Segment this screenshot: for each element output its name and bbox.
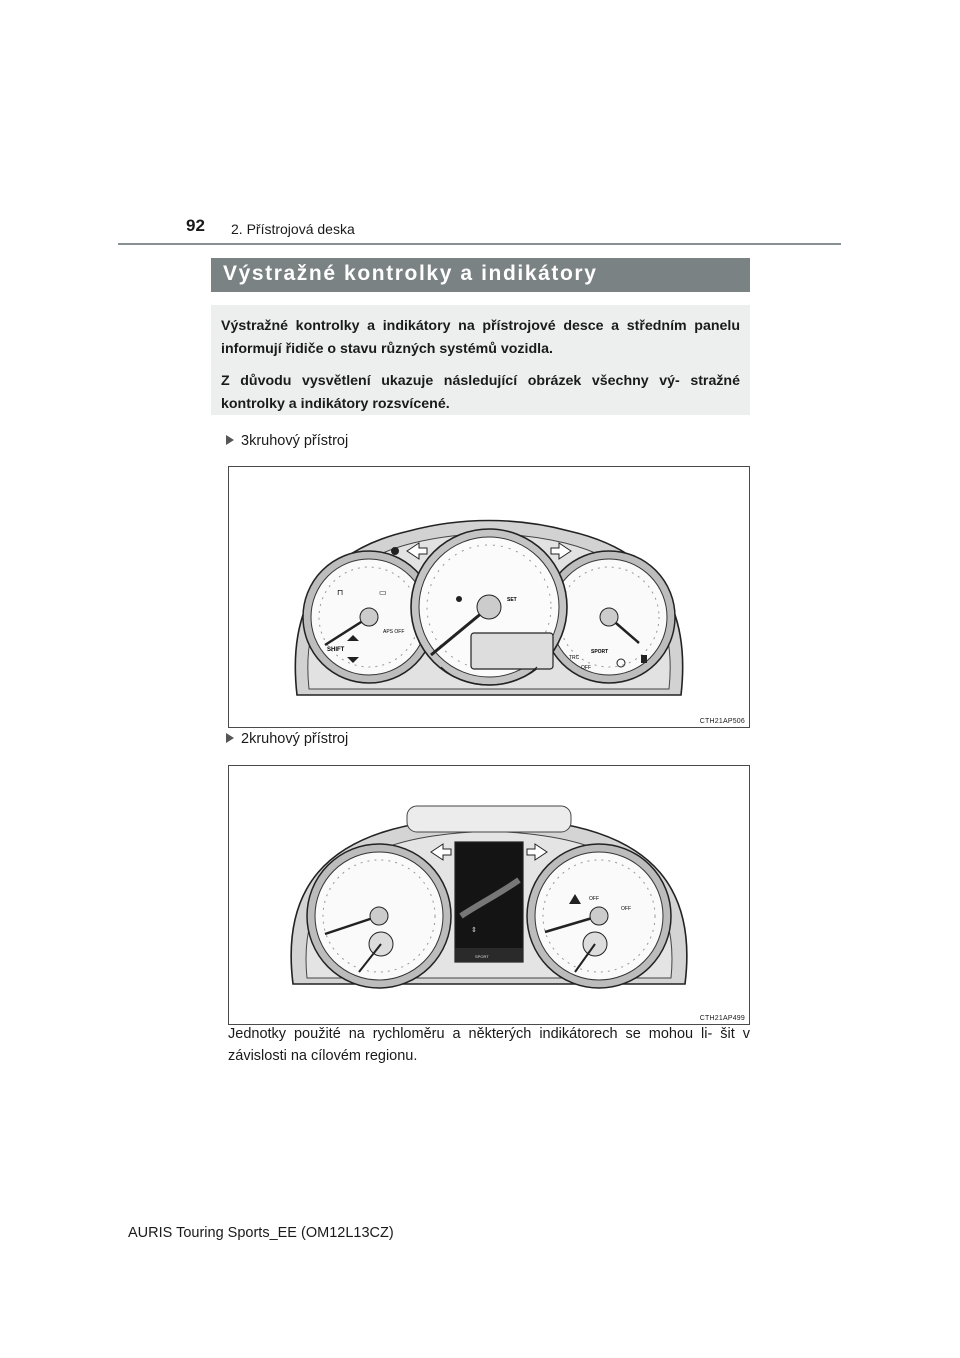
triangle-bullet-icon <box>226 733 234 743</box>
header-rule <box>118 243 841 245</box>
display-sport-label: SPORT <box>475 954 489 959</box>
trc-off-label: TRC <box>569 655 580 661</box>
set-label: SET <box>507 597 517 603</box>
three-dial-cluster-illustration <box>229 467 749 727</box>
two-dial-cluster-illustration <box>229 766 749 998</box>
footer-model-code: AURIS Touring Sports_EE (OM12L13CZ) <box>128 1225 394 1241</box>
sport-label: SPORT <box>591 649 609 655</box>
figure-heading-3-dial <box>226 433 348 449</box>
intro-paragraph: Výstražné kontrolky a indikátory na přístrojové desce a středním panelu informují řidiče o stavu různých systémů vozidla. <box>221 318 740 357</box>
figure-code: CTH21AP499 <box>699 1015 745 1022</box>
airbag-icon <box>456 596 462 602</box>
page-number: 92 <box>186 216 205 235</box>
figure-heading-2-dial <box>226 731 348 747</box>
display-arrow-icon: ⇕ <box>471 927 477 934</box>
figure-2-dial-cluster <box>228 765 750 1025</box>
abs-label-icon: ▭ <box>379 588 387 597</box>
figure-heading-text: 3kruhový přístroj <box>241 433 349 449</box>
aps-off-label: APS OFF <box>383 629 405 635</box>
figure-code: CTH21AP506 <box>699 718 745 725</box>
figure-heading-text: 2kruhový přístroj <box>241 731 349 747</box>
chapter-title: 2. Přístrojová deska <box>231 221 355 237</box>
vsc-off-label: OFF <box>581 665 591 671</box>
shift-label: SHIFT <box>327 647 345 653</box>
section-title: Výstražné kontrolky a indikátory <box>223 262 598 285</box>
section-banner <box>211 258 750 292</box>
oil-icon: ⊓ <box>337 588 344 597</box>
triangle-bullet-icon <box>226 435 234 445</box>
intro-box <box>211 305 750 415</box>
off-label: OFF <box>589 896 599 902</box>
figure-3-dial-cluster <box>228 466 750 728</box>
footnote: Jednotky použité na rychloměru a některých indikátorech se mohou li- šit v závislosti na cílovém regionu. <box>228 1026 750 1064</box>
off-label-2: OFF <box>621 906 631 912</box>
intro-paragraph: Z důvodu vysvětlení ukazuje následující obrázek všechny vý- stražné kontrolky a indikátory rozsvícené. <box>221 373 740 412</box>
